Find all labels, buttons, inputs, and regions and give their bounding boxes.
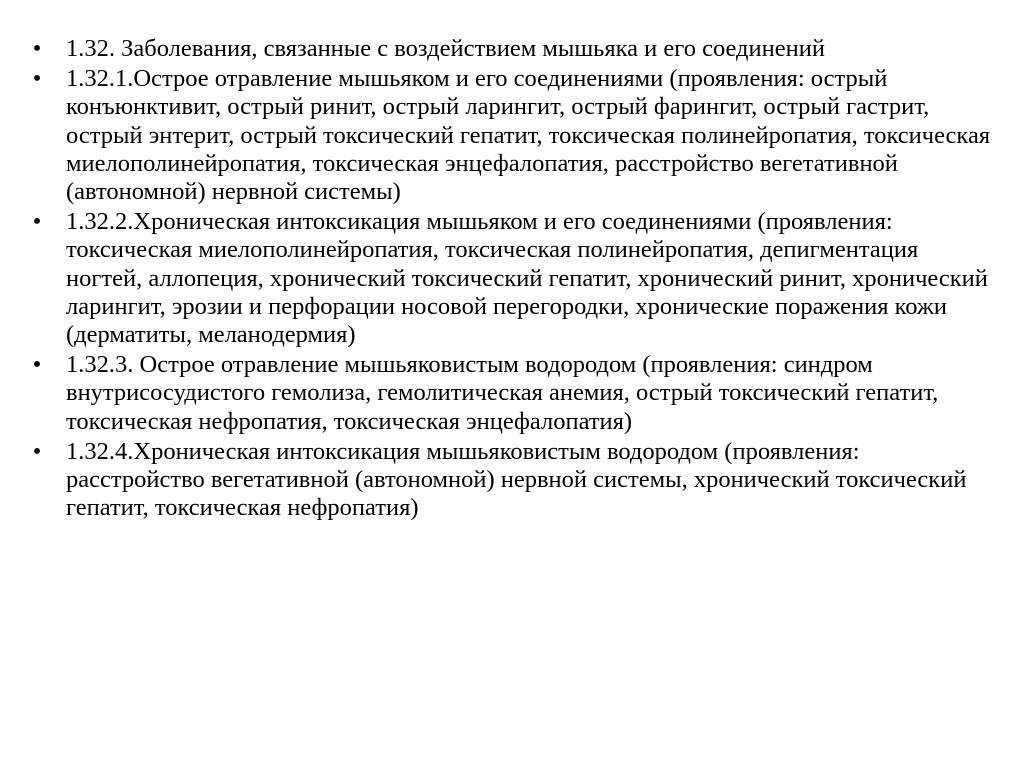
list-item xyxy=(0,208,1000,349)
list-item-text: 1.32. Заболевания, связанные с воздействием мышьяка и его соединений xyxy=(66,35,825,62)
list-item xyxy=(0,351,1000,436)
list-item xyxy=(0,65,1000,206)
list-item-text: 1.32.1.Острое отравление мышьяком и его соединениями (проявления: острый конъюнктивит, острый ринит, острый ларингит, острый фарингит, острый гастрит, острый энтерит, острый токсический гепатит, токсическая полинейропатия, токсическая миелополинейропатия, токсическая энцефалопатия, расстройство вегетативной (автономной) нервной системы) xyxy=(66,65,991,206)
bullet-list xyxy=(0,35,1000,524)
bullet-icon: • xyxy=(32,65,42,93)
list-item xyxy=(0,438,1000,523)
list-item-text: 1.32.2.Хроническая интоксикация мышьяком и его соединениями (проявления: токсическая миелополинейропатия, токсическая полинейропатия, депигментация ногтей, аллопеция, хронический токсический гепатит, хронический ринит, хронический ларингит, эрозии и перфорации носовой перегородки, хронические поражения кожи (дерматиты, меланодермия) xyxy=(66,208,988,349)
bullet-icon: • xyxy=(32,35,42,62)
list-item-text: 1.32.3. Острое отравление мышьяковистым водородом (проявления: синдром внутрисосудистого гемолиза, гемолитическая анемия, острый токсический гепатит, токсическая нефропатия, токсическая энцефалопатия) xyxy=(66,351,939,435)
bullet-icon: • xyxy=(32,208,42,236)
bullet-icon: • xyxy=(32,351,42,379)
bullet-icon: • xyxy=(32,437,42,465)
list-item-text: 1.32.4.Хроническая интоксикация мышьяковистым водородом (проявления: расстройство вегетативной (автономной) нервной системы, хронический токсический гепатит, токсическая нефропатия) xyxy=(66,437,967,522)
list-item xyxy=(0,35,1000,63)
